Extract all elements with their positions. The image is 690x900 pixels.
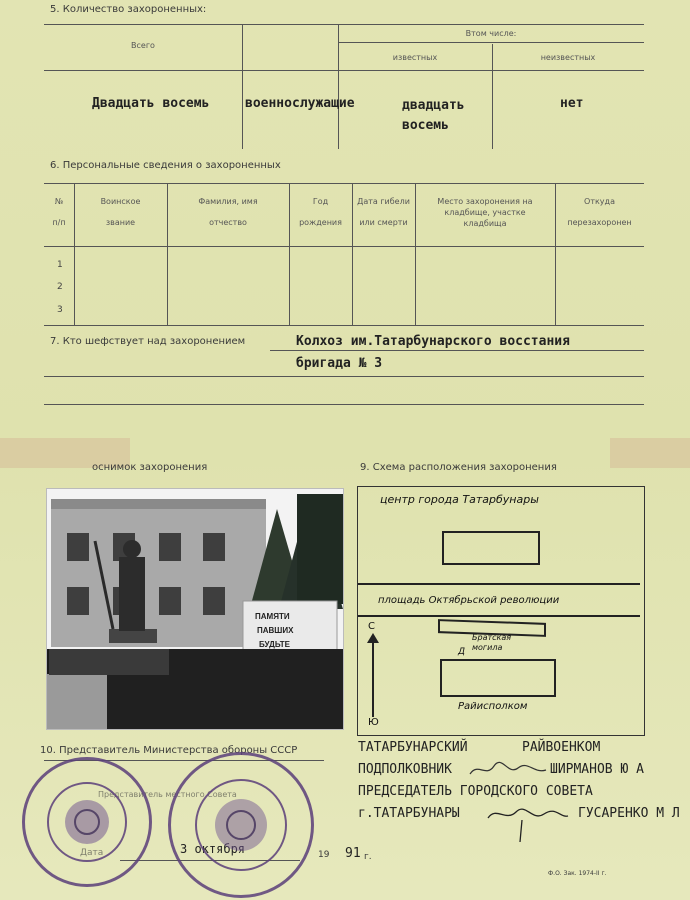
rep-line1-right: РАЙВОЕНКОМ — [522, 740, 601, 755]
section6-header-from: Откуда перезахоронен — [567, 197, 632, 227]
section6-header-name: Фамилия, имя отчество — [198, 197, 258, 227]
section5-known-value-line1: двадцать — [402, 98, 465, 113]
section8-title: оснимок захоронения — [92, 462, 208, 473]
section5-unknown-value: нет — [560, 96, 584, 111]
grave-photo — [46, 488, 344, 730]
stamp-city-council — [168, 752, 314, 898]
photo-sign-text-1: ПАМЯТИ — [255, 612, 290, 621]
compass-arrow-head — [367, 633, 379, 643]
section7-label: 7. Кто шефствует над захоронением — [50, 336, 246, 347]
scheme-label-grave-mark: Д — [458, 647, 466, 657]
section6-header-num: № п/п — [52, 197, 66, 227]
footer-print-info: Ф.О. Зак. 1974-II г. — [548, 870, 607, 877]
section5-col-including: Втом числе: — [465, 29, 517, 38]
section5-col-unknown: неизвестных — [540, 53, 596, 62]
section6-header-place: Место захоронения на кладбище, участке кладбища — [437, 197, 533, 228]
section10-date-value: 3 октября — [180, 842, 246, 856]
section6-row-3: 3 — [57, 305, 63, 315]
scheme-building-center — [442, 531, 540, 565]
stamp-military-commissariat — [22, 757, 152, 887]
signature-gusarenko — [482, 800, 572, 844]
section10-year-prefix: 19 — [318, 850, 330, 860]
section5-type-value: военнослужащие — [245, 96, 355, 111]
rep-line2-right: ШИРМАНОВ Ю А — [550, 762, 644, 777]
photo-sign-text-3: БУДЬТЕ — [259, 640, 290, 649]
tape-strip-right — [610, 438, 690, 468]
rep-line3: ПРЕДСЕДАТЕЛЬ ГОРОДСКОГО СОВЕТА — [358, 784, 593, 799]
section6-header-birth: Год рождения — [299, 197, 342, 227]
section10-subtitle: Представитель местного Совета — [98, 790, 237, 799]
scheme-building-council — [440, 659, 556, 697]
section7-value-line1: Колхоз им.Татарбунарского восстания — [296, 334, 570, 349]
compass-south: Ю — [368, 717, 379, 728]
scheme-label-council: Райисполком — [458, 701, 528, 712]
section5-known-value-line2: восемь — [402, 118, 449, 133]
signature-shirmanov — [468, 760, 548, 780]
rep-line4-right: ГУСАРЕНКО М Л — [578, 806, 680, 821]
section6-header-rank: Воинское звание — [100, 197, 141, 227]
section10-date-label: Дата — [80, 848, 104, 858]
scheme-label-square: площадь Октябрьской революции — [378, 595, 560, 606]
section10-title: 10. Представитель Министерства обороны СССР — [40, 745, 298, 756]
scheme-label-grave-2: могила — [472, 643, 503, 652]
rep-line1-left: ТАТАРБУНАРСКИЙ — [358, 740, 468, 755]
photo-sign-text-2: ПАВШИХ — [257, 626, 294, 635]
section9-title: 9. Схема расположения захоронения — [360, 462, 557, 473]
scheme-label-center: центр города Татарбунары — [380, 493, 539, 506]
section6-row-1: 1 — [57, 260, 63, 270]
section5-title: 5. Количество захороненных: — [50, 4, 207, 15]
section5-col-total: Всего — [131, 41, 155, 50]
compass-north: С — [368, 621, 375, 632]
section5-total-value: Двадцать восемь — [92, 96, 210, 111]
burial-scheme — [357, 486, 645, 736]
section6-title: 6. Персональные сведения о захороненных — [50, 160, 281, 171]
rep-line2-left: ПОДПОЛКОВНИК — [358, 762, 452, 777]
rep-line4-left: г.ТАТАРБУНАРЫ — [358, 806, 460, 821]
section10-year-value: 91 — [345, 846, 361, 861]
scheme-label-grave-1: Братская — [472, 633, 512, 642]
section6-row-2: 2 — [57, 282, 63, 292]
compass-arrow — [372, 637, 374, 717]
section7-value-line2: бригада № 3 — [296, 356, 383, 371]
section10-year-suffix: г. — [364, 852, 372, 862]
section5-col-known: известных — [392, 53, 438, 62]
section6-header-death: Дата гибели или смерти — [357, 197, 410, 227]
